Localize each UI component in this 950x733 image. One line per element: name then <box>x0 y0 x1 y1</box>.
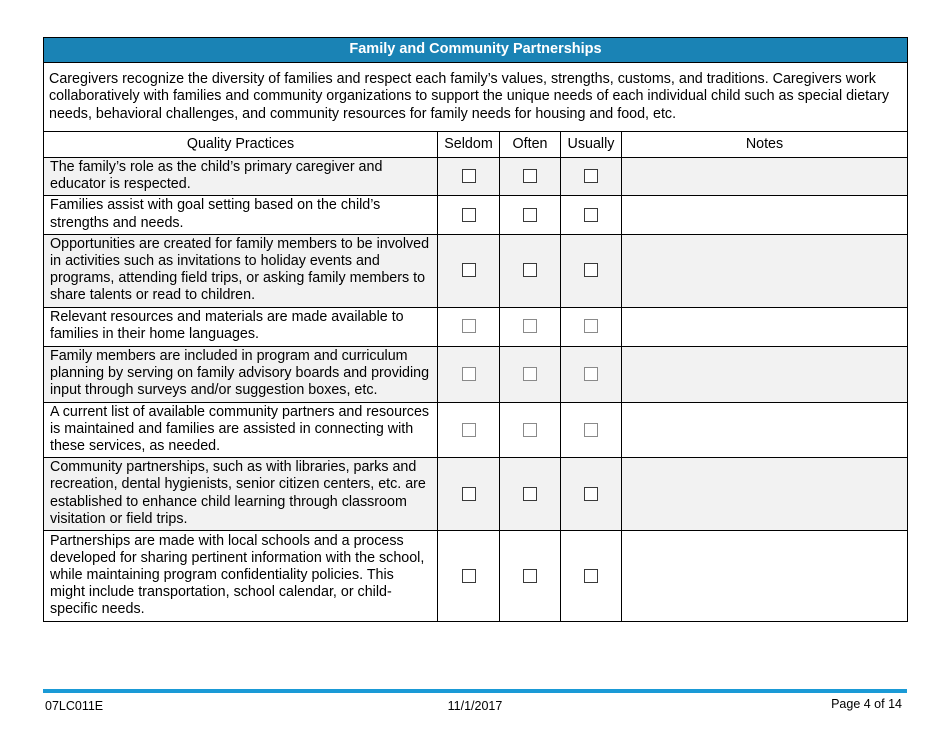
table-row <box>44 158 908 196</box>
usually-checkbox[interactable] <box>584 263 598 277</box>
seldom-checkbox[interactable] <box>462 263 476 277</box>
usually-checkbox[interactable] <box>584 423 598 437</box>
seldom-cell[interactable] <box>438 234 500 307</box>
seldom-checkbox[interactable] <box>462 319 476 333</box>
usually-checkbox[interactable] <box>584 319 598 333</box>
notes-field[interactable] <box>622 196 908 234</box>
footer-rule <box>43 689 907 693</box>
notes-field[interactable] <box>622 458 908 531</box>
seldom-cell[interactable] <box>438 158 500 196</box>
usually-cell[interactable] <box>561 158 622 196</box>
seldom-checkbox[interactable] <box>462 569 476 583</box>
notes-field[interactable] <box>622 158 908 196</box>
table-row <box>44 458 908 531</box>
section-intro: Caregivers recognize the diversity of families and respect each family’s values, strengths, customs, and traditions. Caregivers work collaboratively with families and community organizations to support the unique needs of each individual child such as special dietary needs, behavioral challenges, and community resources for family needs for housing and food, etc. <box>44 63 908 132</box>
notes-field[interactable] <box>622 346 908 402</box>
often-checkbox[interactable] <box>523 367 537 381</box>
often-checkbox[interactable] <box>523 169 537 183</box>
usually-checkbox[interactable] <box>584 169 598 183</box>
practice-text: Opportunities are created for family members to be involved in activities such as invitations to holiday events and programs, attending field trips, or asking family members to share talents or read to children. <box>44 234 438 307</box>
seldom-checkbox[interactable] <box>462 487 476 501</box>
practice-text: A current list of available community partners and resources is maintained and families are assisted in connecting with these services, as needed. <box>44 402 438 458</box>
often-cell[interactable] <box>500 458 561 531</box>
seldom-checkbox[interactable] <box>462 423 476 437</box>
seldom-checkbox[interactable] <box>462 169 476 183</box>
often-cell[interactable] <box>500 234 561 307</box>
seldom-checkbox[interactable] <box>462 208 476 222</box>
often-checkbox[interactable] <box>523 208 537 222</box>
usually-cell[interactable] <box>561 307 622 346</box>
seldom-checkbox[interactable] <box>462 367 476 381</box>
table-row <box>44 531 908 622</box>
quality-practices-table <box>43 37 908 622</box>
table-row <box>44 307 908 346</box>
often-cell[interactable] <box>500 196 561 234</box>
header-usually: Usually <box>561 132 622 158</box>
usually-cell[interactable] <box>561 458 622 531</box>
notes-field[interactable] <box>622 531 908 622</box>
header-often: Often <box>500 132 561 158</box>
often-checkbox[interactable] <box>523 263 537 277</box>
revision-date: 11/1/2017 <box>447 699 503 713</box>
usually-cell[interactable] <box>561 234 622 307</box>
usually-cell[interactable] <box>561 196 622 234</box>
often-cell[interactable] <box>500 307 561 346</box>
table-row <box>44 346 908 402</box>
usually-cell[interactable] <box>561 346 622 402</box>
practice-text: Families assist with goal setting based on the child’s strengths and needs. <box>44 196 438 234</box>
usually-checkbox[interactable] <box>584 569 598 583</box>
often-cell[interactable] <box>500 402 561 458</box>
seldom-cell[interactable] <box>438 402 500 458</box>
seldom-cell[interactable] <box>438 196 500 234</box>
usually-checkbox[interactable] <box>584 208 598 222</box>
practice-text: Family members are included in program and curriculum planning by serving on family advisory boards and providing input through surveys and/or suggestion boxes, etc. <box>44 346 438 402</box>
often-checkbox[interactable] <box>523 487 537 501</box>
header-seldom: Seldom <box>438 132 500 158</box>
practice-text: Relevant resources and materials are made available to families in their home languages. <box>44 307 438 346</box>
practice-text: Partnerships are made with local schools and a process developed for sharing pertinent information with the school, while maintaining program confidentiality policies. This might include transportation, school calendar, or child-specific needs. <box>44 531 438 622</box>
usually-cell[interactable] <box>561 531 622 622</box>
practice-text: Community partnerships, such as with libraries, parks and recreation, dental hygienists, senior citizen centers, etc. are established to enhance child learning through classroom visitation or field trips. <box>44 458 438 531</box>
header-notes: Notes <box>622 132 908 158</box>
seldom-cell[interactable] <box>438 531 500 622</box>
usually-cell[interactable] <box>561 402 622 458</box>
page-number: Page 4 of 14 <box>831 697 902 711</box>
notes-field[interactable] <box>622 402 908 458</box>
often-cell[interactable] <box>500 346 561 402</box>
notes-field[interactable] <box>622 234 908 307</box>
usually-checkbox[interactable] <box>584 367 598 381</box>
table-row <box>44 402 908 458</box>
practice-text: The family’s role as the child’s primary caregiver and educator is respected. <box>44 158 438 196</box>
often-cell[interactable] <box>500 531 561 622</box>
usually-checkbox[interactable] <box>584 487 598 501</box>
table-row <box>44 234 908 307</box>
header-quality-practices: Quality Practices <box>44 132 438 158</box>
form-number: 07LC011E <box>45 699 104 713</box>
table-row <box>44 196 908 234</box>
seldom-cell[interactable] <box>438 307 500 346</box>
seldom-cell[interactable] <box>438 458 500 531</box>
notes-field[interactable] <box>622 307 908 346</box>
often-cell[interactable] <box>500 158 561 196</box>
often-checkbox[interactable] <box>523 569 537 583</box>
often-checkbox[interactable] <box>523 423 537 437</box>
section-title: Family and Community Partnerships <box>44 38 908 63</box>
seldom-cell[interactable] <box>438 346 500 402</box>
often-checkbox[interactable] <box>523 319 537 333</box>
